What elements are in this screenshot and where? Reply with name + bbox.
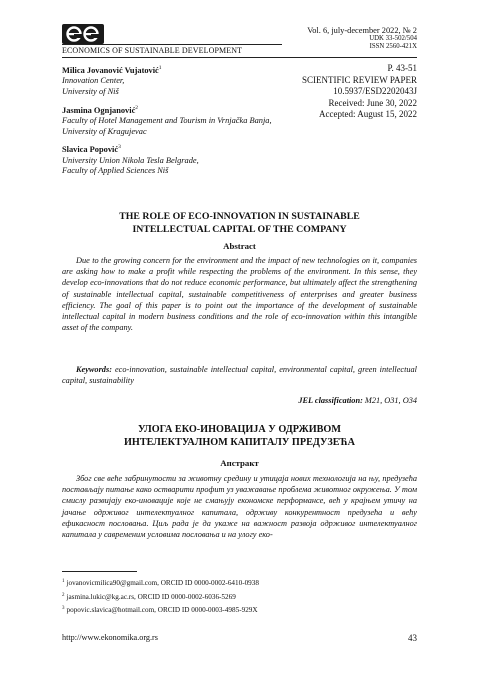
- jel-classification: [298, 396, 417, 405]
- author-affiliation: University of Kragujevac: [62, 126, 147, 136]
- abstract-text: Due to the growing concern for the environment and the impact of new technologies on it, companies are asking how to make a profit while respecting the problems of the environment. In this sense, they develop eco-innovations that do not reduce economic performance, but ultimately affect the strengthening of sustainable intellectual capital, sustainable competitiveness of enterprises and greater business efficiency. The goal of this paper is to point out the importance of the development of sustainable intellectual capital in modern business conditions and the role of eco-innovation within this intangible asset of the company.: [62, 256, 417, 333]
- author-affiliation: Innovation Center,: [62, 76, 125, 86]
- keywords-text: eco-innovation, sustainable intellectual capital, environmental capital, green intellectual capital, sustainability: [62, 365, 417, 386]
- footnote-text: jasmina.lukic@kg.ac.rs, ORCID ID 0000-0002-6036-5269: [66, 592, 236, 601]
- author-affiliation: Faculty of Hotel Management and Tourism in Vrnjačka Banja,: [62, 115, 272, 125]
- footnote: [62, 576, 422, 590]
- footnotes: [62, 576, 422, 617]
- keywords: [62, 364, 417, 386]
- footnote-text: popovic.slavica@hotmail.com, ORCID ID 0000-0003-4985-929X: [66, 606, 258, 614]
- article-meta: [217, 63, 417, 121]
- accepted-date: Accepted: August 15, 2022: [319, 109, 417, 120]
- title-line: УЛОГА ЕКО-ИНОВАЦИЈА У ОДРЖИВОМ: [138, 424, 341, 435]
- paper-type: SCIENTIFIC REVIEW PAPER: [301, 74, 417, 85]
- footnote-mark: 1: [62, 579, 65, 584]
- title-line: ИНТЕЛЕКТУАЛНОМ КАПИТАЛУ ПРЕДУЗЕЋА: [123, 437, 356, 448]
- jel-codes: M21, O31, O34: [362, 396, 417, 405]
- footnote-text: jovanovicmilica90@gmail.com, ORCID ID 0000-0002-6410-0938: [66, 579, 259, 587]
- journal-logo: [62, 24, 104, 44]
- abstract-text-serbian: Због све веће забринутости за животну средину и утицаја нових технологија на њу, предузећа постављају питање како остварити профит уз уважавање проблема животног окружења. У том смислу развијају еко-иновације које не смањују економске перформансе, већ у крајњем утичу на јачање одрживог интелектуалног капитала, одрживу конкурентност предузећа и већу ефикасност пословања. Циљ рада је да укаже на важност развоја одрживог интелектуалног капитала у савременим условима пословања и на улогу еко-: [62, 474, 417, 540]
- journal-url[interactable]: http://www.ekonomika.org.rs: [62, 633, 158, 642]
- author-3: [62, 142, 292, 177]
- paper-title-serbian: [62, 423, 417, 449]
- udk-line: UDK 33-502/504: [369, 35, 417, 42]
- author-affiliation: Faculty of Applied Sciences Niš: [62, 166, 169, 176]
- title-line: THE ROLE OF ECO-INNOVATION IN SUSTAINABLE: [119, 211, 360, 222]
- page-number: 43: [408, 633, 417, 643]
- paper-title: [62, 211, 417, 236]
- footnote-rule: [62, 571, 137, 572]
- abstract-heading-serbian: Апстракт: [220, 458, 259, 468]
- received-date: Received: June 30, 2022: [328, 97, 417, 108]
- footnote: [62, 590, 422, 604]
- page-range: P. 43-51: [387, 63, 417, 73]
- footnote-mark: 1: [158, 65, 162, 71]
- author-name: Slavica Popović: [62, 144, 119, 154]
- keywords-label: Keywords:: [76, 365, 112, 374]
- issue-info: [217, 26, 417, 51]
- doi: 10.5937/ESD2202043J: [333, 86, 417, 97]
- abstract-heading: Abstract: [223, 241, 256, 251]
- footnote-mark: 2: [62, 592, 65, 598]
- author-affiliation: University of Niš: [62, 86, 119, 96]
- author-name: Milica Jovanović Vujatović: [62, 65, 159, 75]
- footnote: [62, 603, 422, 617]
- volume-line: Vol. 6, july-december 2022, № 2: [307, 26, 417, 35]
- author-name: Jasmina Ognjanović: [62, 105, 136, 115]
- header-rule: [62, 57, 417, 58]
- issn-line: ISSN 2560-421X: [369, 43, 417, 50]
- author-affiliation: University Union Nikola Tesla Belgrade,: [62, 155, 199, 165]
- footnote-mark: 2: [135, 104, 139, 111]
- footnote-mark: 3: [118, 144, 121, 151]
- jel-label: JEL classification:: [298, 396, 363, 405]
- title-line: INTELLECTUAL CAPITAL OF THE COMPANY: [132, 223, 347, 235]
- footnote-mark: 3: [62, 606, 65, 611]
- journal-name: ECONOMICS OF SUSTAINABLE DEVELOPMENT: [62, 44, 282, 55]
